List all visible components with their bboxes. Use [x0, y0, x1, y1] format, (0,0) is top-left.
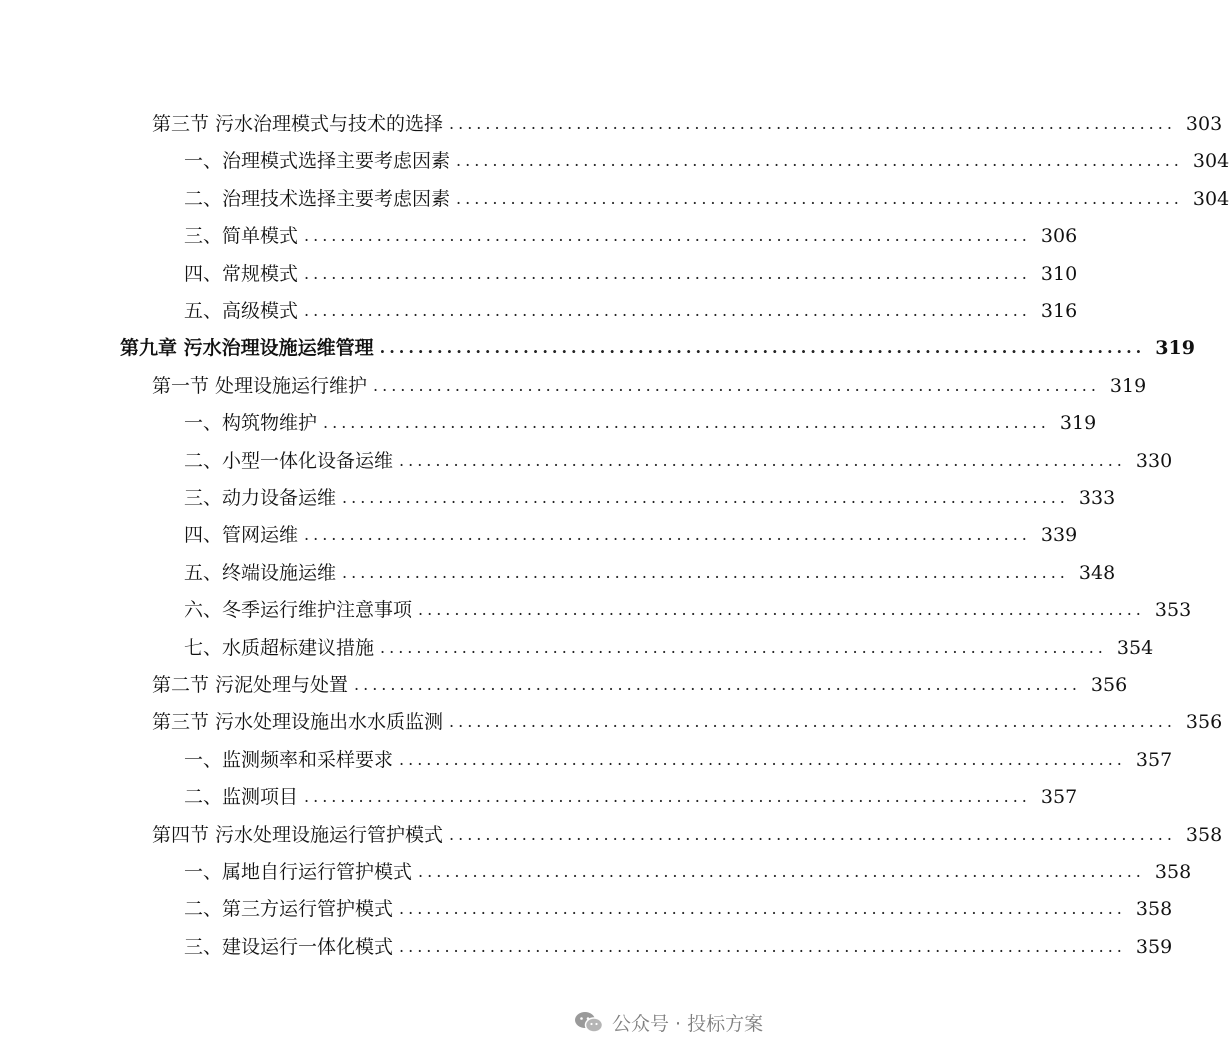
toc-dot-leader: ................................................................................ [304, 301, 1031, 320]
toc-entry [0, 549, 1116, 585]
toc-entry [0, 287, 1078, 323]
toc-entry-page-number: 356 [1185, 711, 1223, 734]
toc-dot-leader: ................................................................................ [399, 899, 1126, 919]
toc-entry-page-number: 319 [1059, 412, 1097, 435]
toc-entry [0, 399, 1097, 435]
toc-entry-page-number: 303 [1185, 113, 1223, 135]
toc-entry-label: 六、冬季运行维护注意事项 [184, 599, 413, 622]
toc-entry-page-number: 304 [1192, 150, 1229, 173]
toc-entry [0, 698, 1223, 734]
toc-entry-label: 一、构筑物维护 [184, 412, 318, 435]
toc-entry-label: 四、常规模式 [184, 262, 299, 285]
toc-entry [0, 437, 1173, 473]
toc-dot-leader: ................................................................................ [449, 712, 1176, 732]
toc-entry-page-number: 333 [1078, 487, 1116, 509]
toc-entry-label: 第一节 处理设施运行维护 [152, 374, 368, 397]
toc-entry-page-number: 316 [1040, 300, 1078, 322]
toc-entry-page-number: 306 [1040, 225, 1078, 248]
toc-entry [0, 362, 1147, 398]
toc-entry-page-number: 310 [1040, 262, 1078, 285]
toc-entry-label: 第三节 污水处理设施出水水质监测 [152, 711, 444, 734]
toc-entry-page-number: 358 [1135, 898, 1173, 921]
toc-entry-label: 三、建设运行一体化模式 [184, 935, 394, 958]
toc-dot-leader: ................................................................................ [304, 226, 1031, 246]
toc-dot-leader: ................................................................................ [379, 338, 1146, 358]
toc-entry-label: 一、监测频率和采样要求 [184, 748, 394, 771]
toc-entry [0, 736, 1173, 772]
toc-entry-label: 五、终端设施运维 [184, 561, 337, 584]
toc-entry-label: 一、治理模式选择主要考虑因素 [184, 150, 451, 173]
toc-entry [0, 624, 1154, 660]
toc-entry-label: 第九章 污水治理设施运维管理 [120, 337, 374, 360]
toc-entry [0, 848, 1192, 884]
toc-entry-label: 第二节 污泥处理与处置 [152, 674, 349, 696]
toc-entry-page-number: 348 [1078, 561, 1116, 584]
toc-dot-leader: ................................................................................ [373, 375, 1100, 395]
toc-entry-label: 三、简单模式 [184, 225, 299, 248]
toc-dot-leader: ................................................................................ [399, 936, 1126, 956]
toc-dot-leader: ................................................................................ [399, 749, 1126, 769]
toc-entry [0, 100, 1223, 136]
toc-entry-page-number: 353 [1154, 599, 1192, 622]
toc-entry-label: 五、高级模式 [184, 300, 299, 322]
toc-entry-page-number: 319 [1109, 374, 1147, 397]
toc-dot-leader: ................................................................................ [449, 114, 1176, 133]
toc-entry-page-number: 330 [1135, 449, 1173, 472]
toc-entry-label: 二、治理技术选择主要考虑因素 [184, 187, 451, 210]
toc-dot-leader: ................................................................................ [449, 824, 1176, 844]
wechat-icon [574, 1010, 604, 1034]
toc-entry [0, 811, 1223, 847]
toc-dot-leader: ................................................................................ [323, 413, 1050, 433]
toc-entry-label: 七、水质超标建议措施 [184, 636, 375, 659]
toc-entry-label: 二、监测项目 [184, 786, 299, 809]
toc-entry [0, 923, 1173, 959]
toc-dot-leader: ................................................................................ [304, 263, 1031, 283]
watermark-text: 公众号 · 投标方案 [612, 1012, 764, 1035]
toc-entry [0, 212, 1078, 248]
toc-dot-leader: ................................................................................ [418, 862, 1145, 881]
toc-dot-leader: ................................................................................ [418, 600, 1145, 620]
toc-dot-leader: ................................................................................ [354, 675, 1081, 694]
toc-entry [0, 250, 1078, 286]
toc-entry-label: 第三节 污水治理模式与技术的选择 [152, 113, 444, 135]
toc-entry [0, 661, 1128, 697]
toc-entry [0, 511, 1078, 547]
toc-dot-leader: ................................................................................ [342, 488, 1069, 507]
toc-dot-leader: ................................................................................ [380, 637, 1107, 657]
toc-entry-page-number: 358 [1154, 861, 1192, 883]
toc-entry [0, 586, 1192, 622]
toc-entry-page-number: 356 [1090, 674, 1128, 696]
toc-entry-page-number: 358 [1185, 823, 1223, 846]
toc-entry-label: 一、属地自行运行管护模式 [184, 861, 413, 883]
toc-entry [0, 175, 1229, 211]
toc-entry [0, 885, 1173, 921]
watermark [574, 1008, 763, 1036]
toc-entry-label: 二、第三方运行管护模式 [184, 898, 394, 921]
toc-dot-leader: ................................................................................ [342, 562, 1069, 582]
toc-entry [0, 773, 1078, 809]
toc-entry-page-number: 357 [1135, 748, 1173, 771]
toc-entry [0, 474, 1116, 510]
toc-entry-page-number: 339 [1040, 524, 1078, 547]
toc-dot-leader: ................................................................................ [304, 787, 1031, 807]
toc-entry-label: 三、动力设备运维 [184, 487, 337, 509]
toc-entry [0, 324, 1195, 360]
toc-entry-page-number: 304 [1192, 187, 1229, 210]
toc-dot-leader: ................................................................................ [456, 151, 1183, 171]
toc-entry-label: 第四节 污水处理设施运行管护模式 [152, 823, 444, 846]
toc-entry-page-number: 319 [1155, 337, 1195, 360]
toc-entry-page-number: 354 [1116, 636, 1154, 659]
toc-entry-label: 二、小型一体化设备运维 [184, 449, 394, 472]
toc-entry [0, 137, 1229, 173]
toc-entry-page-number: 357 [1040, 786, 1078, 809]
toc-dot-leader: ................................................................................ [456, 188, 1183, 208]
toc-entry-page-number: 359 [1135, 935, 1173, 958]
toc-dot-leader: ................................................................................ [304, 525, 1031, 545]
toc-dot-leader: ................................................................................ [399, 450, 1126, 470]
toc-entry-label: 四、管网运维 [184, 524, 299, 547]
